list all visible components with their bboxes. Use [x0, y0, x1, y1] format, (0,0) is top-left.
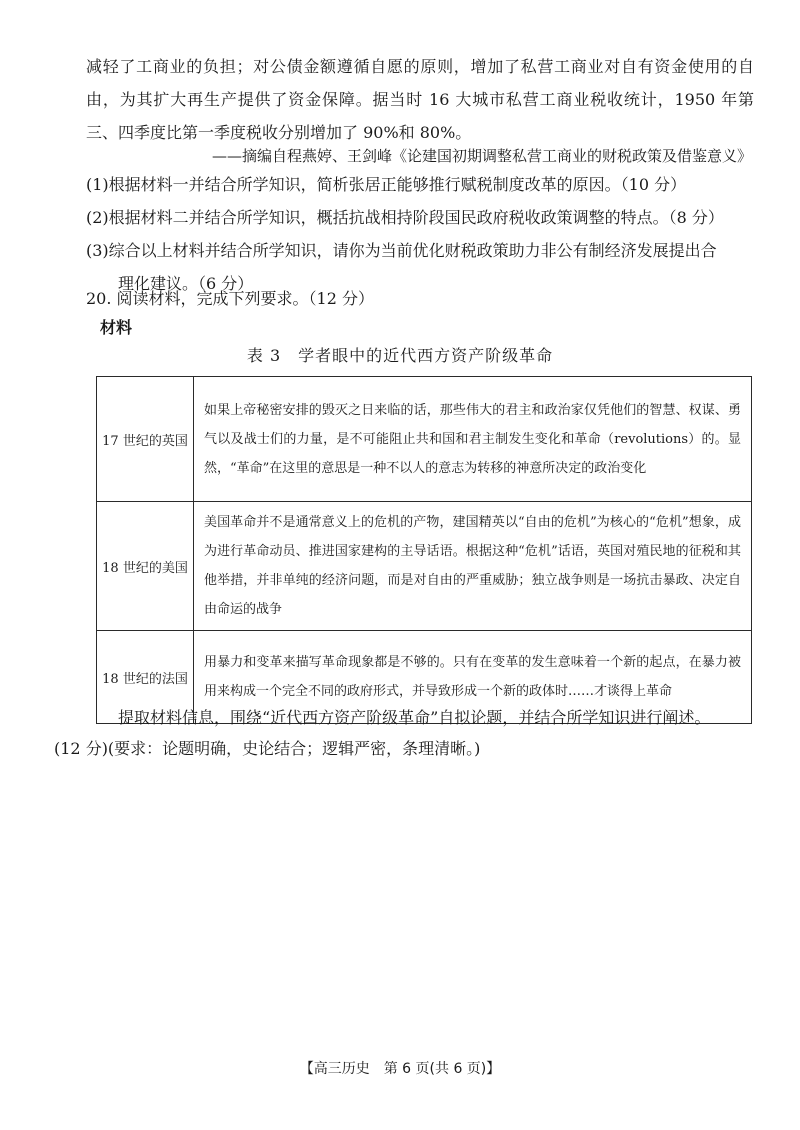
row-content-america: 美国革命并不是通常意义上的危机的产物，建国精英以“自由的危机”为核心的“危机”想象，成为进行革命动员、推进国家建构的主导话语。根据这种“危机”话语，英国对殖民地的征税和其他举措，并非单纯的经济问题，而是对自由的严重威胁；独立战争则是一场抗击暴政、决定自由命运的战争 — [194, 502, 752, 631]
material-table — [96, 376, 752, 724]
table-row — [97, 377, 752, 502]
row-label-france: 18 世纪的法国 — [97, 631, 194, 724]
question-20-heading: 20. 阅读材料，完成下列要求。（12 分） — [86, 289, 374, 308]
row-label-england: 17 世纪的英国 — [97, 377, 194, 502]
page-footer: 【高三历史 第 6 页(共 6 页)】 — [299, 1061, 501, 1077]
table-row — [97, 502, 752, 631]
row-content-england: 如果上帝秘密安排的毁灭之日来临的话，那些伟大的君主和政治家仅凭他们的智慧、权谋、勇气以及战士们的力量，是不可能阻止共和国和君主制发生变化和革命（revolutions）的。显然，“革命”在这里的意思是一种不以人的意志为转移的神意所决定的政治变化 — [194, 377, 752, 502]
question-19-3-line1: (3)综合以上材料并结合所学知识，请你为当前优化财税政策助力非公有制经济发展提出合 — [86, 241, 717, 260]
material2-continuation: 减轻了工商业的负担；对公债金额遵循自愿的原则，增加了私营工商业对自有资金使用的自由，为其扩大再生产提供了资金保障。据当时 16 大城市私营工商业税收统计，1950 年第三、四季度比第一季度税收分别增加了 90%和 80%。 — [86, 57, 754, 142]
question-20-task — [54, 702, 754, 764]
row-label-america: 18 世纪的美国 — [97, 502, 194, 631]
question-19-2: (2)根据材料二并结合所学知识，概括抗战相持阶段国民政府税收政策调整的特点。（8 分） — [86, 208, 724, 227]
question-19-1: (1)根据材料一并结合所学知识，简析张居正能够推行赋税制度改革的原因。（10 分） — [86, 175, 687, 194]
question-19-3-line2: 理化建议。（6 分） — [118, 274, 254, 293]
material2-source: ——摘编自程燕婷、王剑峰《论建国初期调整私营工商业的财税政策及借鉴意义》 — [211, 147, 752, 165]
row-content-france: 用暴力和变革来描写革命现象都是不够的。只有在变革的发生意味着一个新的起点，在暴力被用来构成一个完全不同的政府形式，并导致形成一个新的政体时……才谈得上革命 — [194, 631, 752, 724]
task-line2: (12 分)(要求：论题明确，史论结合；逻辑严密，条理清晰。) — [54, 739, 481, 758]
material-label: 材料 — [100, 318, 133, 337]
task-line1: 提取材料信息，围绕“近代西方资产阶级革命”自拟论题，并结合所学知识进行阐述。 — [118, 708, 711, 727]
table-title: 表 3 学者眼中的近代西方资产阶级革命 — [246, 346, 554, 365]
